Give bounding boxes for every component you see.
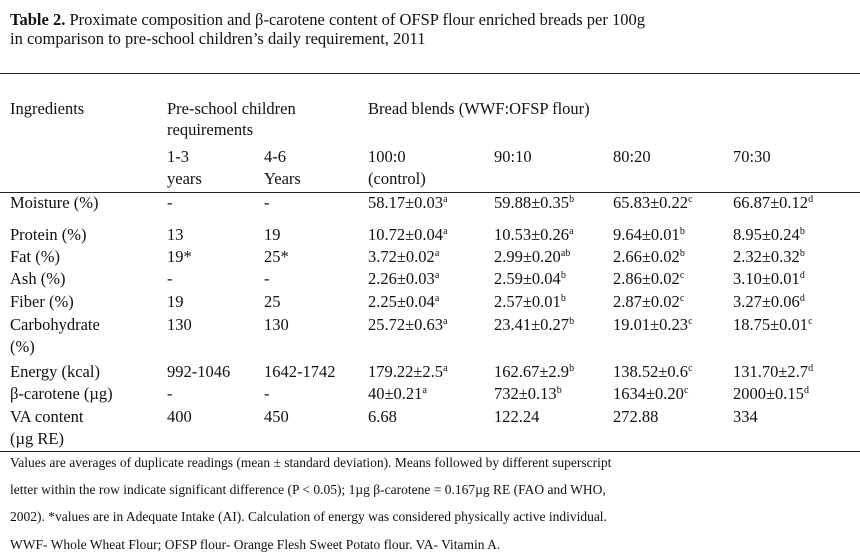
- row-req-1-3: 400: [167, 407, 192, 426]
- row-blend-100-0: 2.25±0.04$^a$: [368, 292, 440, 311]
- row-blend-70-30: 334: [733, 407, 758, 426]
- row-label: Fiber (%): [10, 292, 74, 311]
- row-label: Energy (kcal): [10, 362, 100, 381]
- row-blend-90-10: 10.53±0.26$^a$: [494, 225, 574, 244]
- row-req-4-6: 19: [264, 225, 281, 244]
- row-blend-100-0: 25.72±0.63$^a$: [368, 315, 448, 334]
- row-blend-100-0: 3.72±0.02$^a$: [368, 247, 440, 266]
- row-blend-100-0: 58.17±0.03$^a$: [368, 193, 448, 212]
- row-blend-100-0: 2.26±0.03$^a$: [368, 269, 440, 288]
- header-psc-line2: requirements: [167, 120, 254, 139]
- bottom-rule: [0, 451, 860, 452]
- row-blend-90-10: 59.88±0.35$^b$: [494, 193, 575, 212]
- row-blend-100-0: 40±0.21$^a$: [368, 384, 427, 403]
- row-label-line2: (%): [10, 337, 35, 356]
- row-blend-70-30: 3.27±0.06$^d$: [733, 292, 805, 311]
- row-blend-100-0: 10.72±0.04$^a$: [368, 225, 448, 244]
- footnote-line1: Values are averages of duplicate readings (mean ± standard deviation). Means followed by different superscript: [10, 455, 612, 470]
- row-blend-90-10: 162.67±2.9$^b$: [494, 362, 575, 381]
- row-req-4-6: 25*: [264, 247, 289, 266]
- row-req-1-3: -: [167, 269, 173, 288]
- row-label: β-carotene (µg): [10, 384, 113, 403]
- row-label: Ash (%): [10, 269, 66, 288]
- table-label: Table 2.: [10, 10, 66, 29]
- row-blend-100-0: 6.68: [368, 407, 397, 426]
- row-req-4-6: -: [264, 269, 270, 288]
- row-req-1-3: 992-1046: [167, 362, 231, 381]
- row-req-1-3: 130: [167, 315, 192, 334]
- row-label: Carbohydrate: [10, 315, 100, 334]
- footnote-line2: letter within the row indicate significant difference (P < 0.05); 1µg β-carotene = 0.167µg RE (FAO and WHO,: [10, 482, 606, 497]
- row-blend-70-30: 3.10±0.01$^d$: [733, 269, 805, 288]
- header-blend3: 80:20: [613, 147, 651, 166]
- row-req-4-6: 450: [264, 407, 289, 426]
- row-label: Fat (%): [10, 247, 60, 266]
- row-req-1-3: 19*: [167, 247, 192, 266]
- footnote-line4: WWF- Whole Wheat Flour; OFSP flour- Orange Flesh Sweet Potato flour. VA- Vitamin A.: [10, 537, 501, 552]
- row-req-4-6: -: [264, 193, 270, 212]
- header-age1-line2: years: [167, 169, 202, 188]
- row-blend-90-10: 23.41±0.27$^b$: [494, 315, 575, 334]
- row-blend-80-20: 272.88: [613, 407, 659, 426]
- row-blend-80-20: 1634±0.20$^c$: [613, 384, 689, 403]
- header-blend4: 70:30: [733, 147, 771, 166]
- row-blend-80-20: 2.87±0.02$^c$: [613, 292, 685, 311]
- row-blend-70-30: 131.70±2.7$^d$: [733, 362, 814, 381]
- row-blend-90-10: 2.59±0.04$^b$: [494, 269, 566, 288]
- row-req-1-3: -: [167, 193, 173, 212]
- row-label: Moisture (%): [10, 193, 99, 212]
- row-req-4-6: 1642-1742: [264, 362, 336, 381]
- row-blend-70-30: 2000±0.15$^d$: [733, 384, 809, 403]
- top-rule: [0, 73, 860, 74]
- row-blend-90-10: 2.99±0.20$^{ab}$: [494, 247, 571, 266]
- header-bread-blends: Bread blends (WWF:OFSP flour): [368, 99, 590, 118]
- row-blend-70-30: 66.87±0.12$^d$: [733, 193, 814, 212]
- row-blend-90-10: 732±0.13$^b$: [494, 384, 562, 403]
- header-ingredients: Ingredients: [10, 99, 85, 118]
- row-req-4-6: -: [264, 384, 270, 403]
- header-blend1-line2: (control): [368, 169, 426, 188]
- row-label: Protein (%): [10, 225, 87, 244]
- row-blend-80-20: 2.86±0.02$^c$: [613, 269, 685, 288]
- row-label: VA content: [10, 407, 84, 426]
- header-age2-line1: 4-6: [264, 147, 286, 166]
- header-age1-line1: 1-3: [167, 147, 189, 166]
- table-title-line2: in comparison to pre-school children’s daily requirement, 2011: [10, 29, 426, 48]
- row-blend-90-10: 122.24: [494, 407, 540, 426]
- header-blend2: 90:10: [494, 147, 532, 166]
- row-req-1-3: 13: [167, 225, 184, 244]
- row-req-4-6: 25: [264, 292, 281, 311]
- row-blend-80-20: 2.66±0.02$^b$: [613, 247, 685, 266]
- row-blend-90-10: 2.57±0.01$^b$: [494, 292, 566, 311]
- row-blend-70-30: 18.75±0.01$^c$: [733, 315, 813, 334]
- row-label-line2: (µg RE): [10, 429, 64, 448]
- row-req-1-3: -: [167, 384, 173, 403]
- header-psc-line1: Pre-school children: [167, 99, 296, 118]
- row-blend-80-20: 19.01±0.23$^c$: [613, 315, 693, 334]
- row-blend-100-0: 179.22±2.5$^a$: [368, 362, 448, 381]
- table-title-line1: Proximate composition and β-carotene content of OFSP flour enriched breads per 100g: [69, 10, 645, 29]
- table-title: [10, 10, 850, 48]
- header-age2-line2: Years: [264, 169, 301, 188]
- row-blend-70-30: 8.95±0.24$^b$: [733, 225, 805, 244]
- header-blend1-line1: 100:0: [368, 147, 406, 166]
- row-req-1-3: 19: [167, 292, 184, 311]
- row-req-4-6: 130: [264, 315, 289, 334]
- footnote-line3: 2002). *values are in Adequate Intake (AI). Calculation of energy was considered physically active individual.: [10, 509, 607, 524]
- row-blend-70-30: 2.32±0.32$^b$: [733, 247, 805, 266]
- row-blend-80-20: 9.64±0.01$^b$: [613, 225, 685, 244]
- row-blend-80-20: 138.52±0.6$^c$: [613, 362, 693, 381]
- row-blend-80-20: 65.83±0.22$^c$: [613, 193, 693, 212]
